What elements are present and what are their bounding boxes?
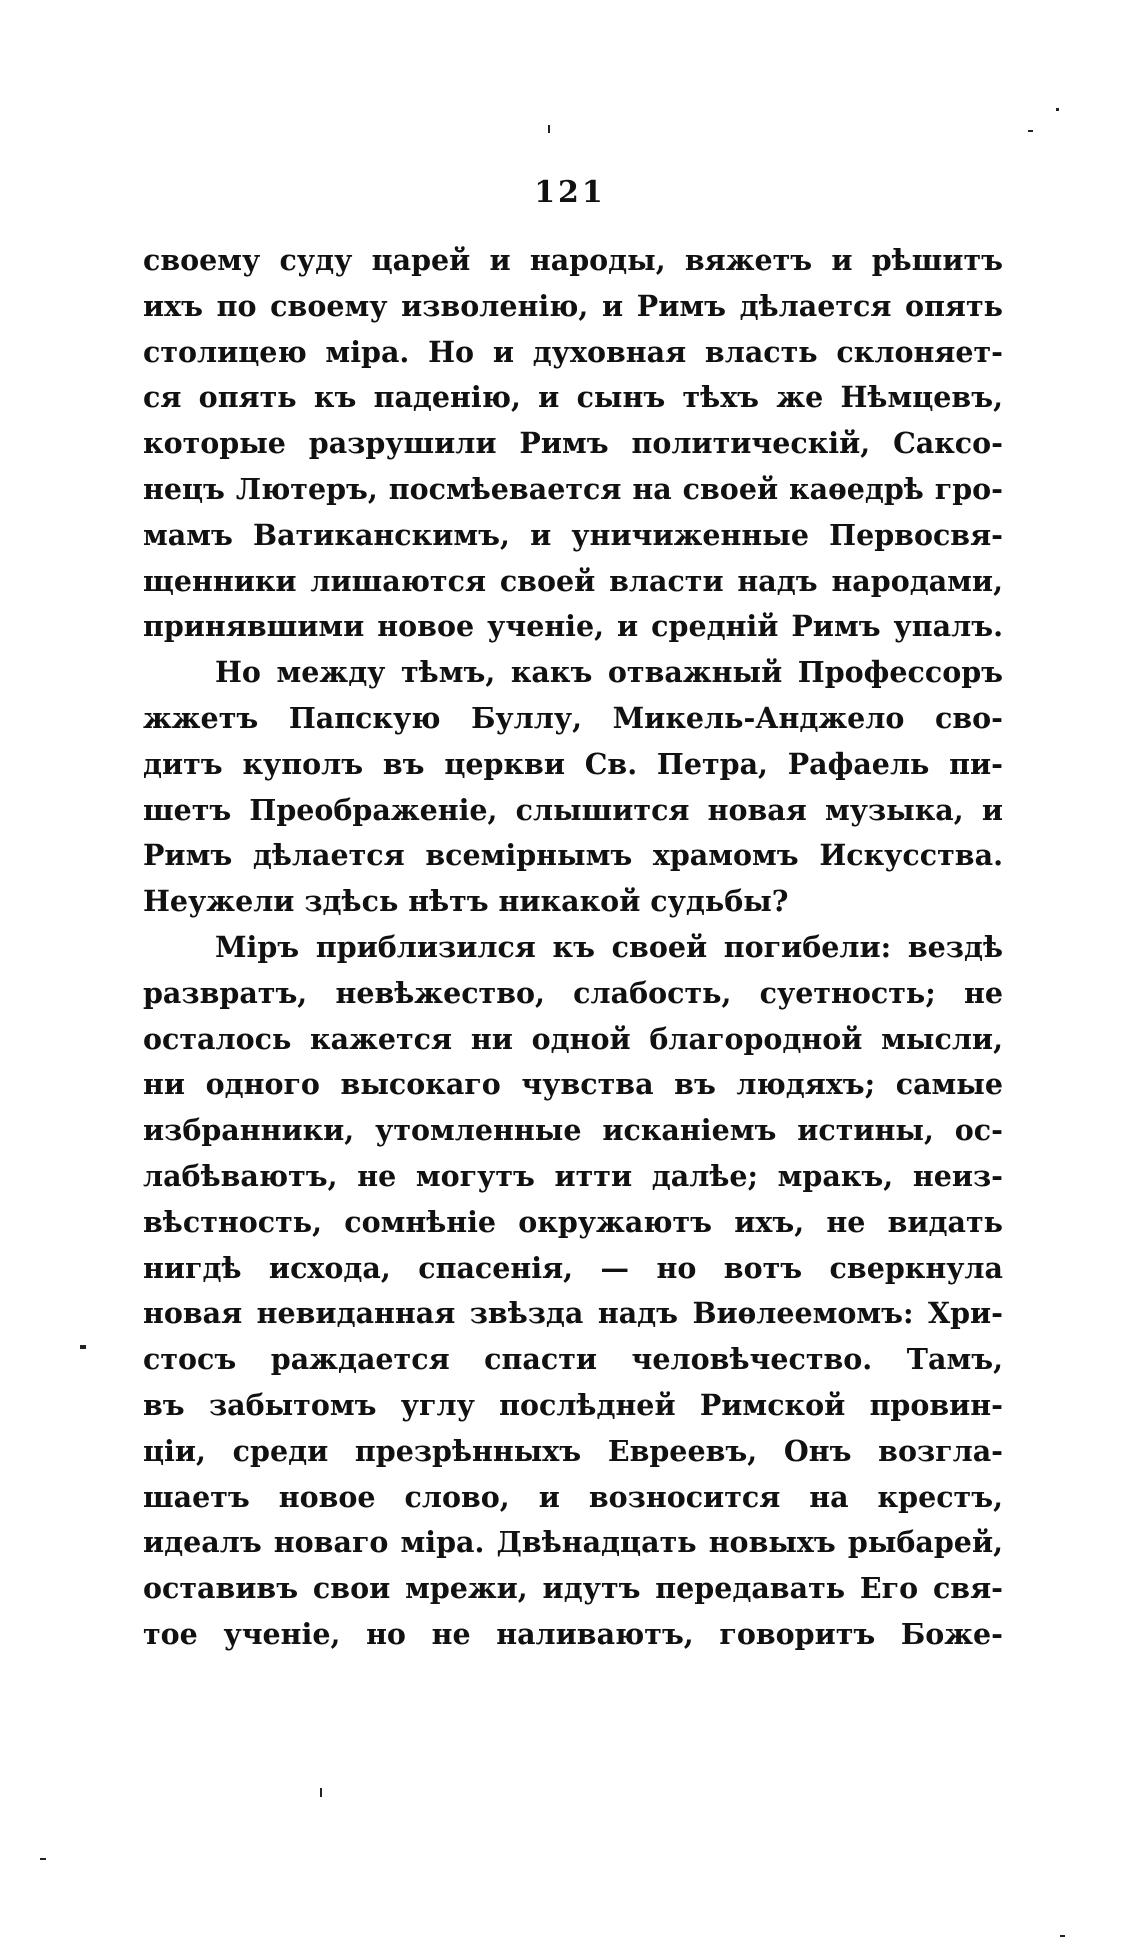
text-line: идеалъ новаго міра. Двѣнадцать новыхъ рыбарей, xyxy=(143,1525,1003,1560)
scan-speck xyxy=(80,1345,86,1349)
text-line: ни одного высокаго чувства въ людяхъ; самые xyxy=(143,1067,1003,1102)
scan-speck xyxy=(40,1858,46,1860)
paragraph-start-line: Но между тѣмъ, какъ отважный Профессоръ xyxy=(215,655,1003,690)
text-line: столицею міра. Но и духовная власть склоняет- xyxy=(143,334,1003,369)
scan-speck xyxy=(320,1788,322,1797)
text-line: избранники, утомленные исканіемъ истины, ос- xyxy=(143,1113,1003,1148)
scan-speck xyxy=(548,125,550,133)
text-line: тое ученіе, но не наливаютъ, говоритъ Боже- xyxy=(143,1616,1003,1651)
text-line: стосъ раждается спасти человѣчество. Тамъ, xyxy=(143,1342,1003,1377)
text-line: ся опять къ паденію, и сынъ тѣхъ же Нѣмцевъ, xyxy=(143,380,1003,415)
page-number: 121 xyxy=(534,175,606,210)
text-line: въ забытомъ углу послѣдней Римской провин- xyxy=(143,1387,1003,1422)
text-line: осталось кажется ни одной благородной мысли, xyxy=(143,1021,1003,1056)
text-line: мамъ Ватиканскимъ, и уничиженные Первосвя- xyxy=(143,517,1003,552)
text-line: своему суду царей и народы, вяжетъ и рѣшитъ xyxy=(143,243,1003,277)
text-line: нецъ Лютеръ, посмѣевается на своей каѳедрѣ гро- xyxy=(143,471,1003,506)
text-line: ихъ по своему изволенію, и Римъ дѣлается опять xyxy=(143,288,1003,323)
paragraph-end-line: Неужели здѣсь нѣтъ никакой судьбы? xyxy=(143,884,789,919)
text-line: Римъ дѣлается всемірнымъ храмомъ Искусства. xyxy=(143,838,1003,873)
text-line: жжетъ Папскую Буллу, Микель-Анджело сво- xyxy=(143,700,1003,735)
text-line: дитъ куполъ въ церкви Св. Петра, Рафаель пи- xyxy=(143,746,1003,781)
text-line: развратъ, невѣжество, слабость, суетность; не xyxy=(143,975,1003,1010)
text-line: шаетъ новое слово, и возносится на крестъ, xyxy=(143,1479,1003,1514)
body-text xyxy=(143,238,1003,1658)
text-line: вѣстность, сомнѣніе окружаютъ ихъ, не видать xyxy=(143,1204,1003,1239)
scan-speck xyxy=(1028,130,1033,132)
scan-speck xyxy=(1060,1935,1065,1937)
text-line: шетъ Преображеніе, слышится новая музыка, и xyxy=(143,792,1003,827)
text-line: лабѣваютъ, не могутъ итти далѣе; мракъ, неиз- xyxy=(143,1158,1003,1193)
text-line: принявшими новое ученіе, и средній Римъ упалъ. xyxy=(143,609,1003,644)
text-line: которые разрушили Римъ политическій, Саксо- xyxy=(143,426,1003,461)
text-line: оставивъ свои мрежи, идутъ передавать Его свя- xyxy=(143,1571,1003,1606)
text-line: ціи, среди презрѣнныхъ Евреевъ, Онъ возгла- xyxy=(143,1433,1003,1468)
text-line: щенники лишаются своей власти надъ народами, xyxy=(143,563,1003,598)
text-line: нигдѣ исхода, спасенія, — но вотъ сверкнула xyxy=(143,1250,1003,1285)
text-line: новая невиданная звѣзда надъ Виѳлеемомъ: Хри- xyxy=(143,1296,1003,1331)
paragraph-start-line: Міръ приблизился къ своей погибели: вездѣ xyxy=(215,929,1003,964)
scan-speck xyxy=(1056,108,1059,111)
